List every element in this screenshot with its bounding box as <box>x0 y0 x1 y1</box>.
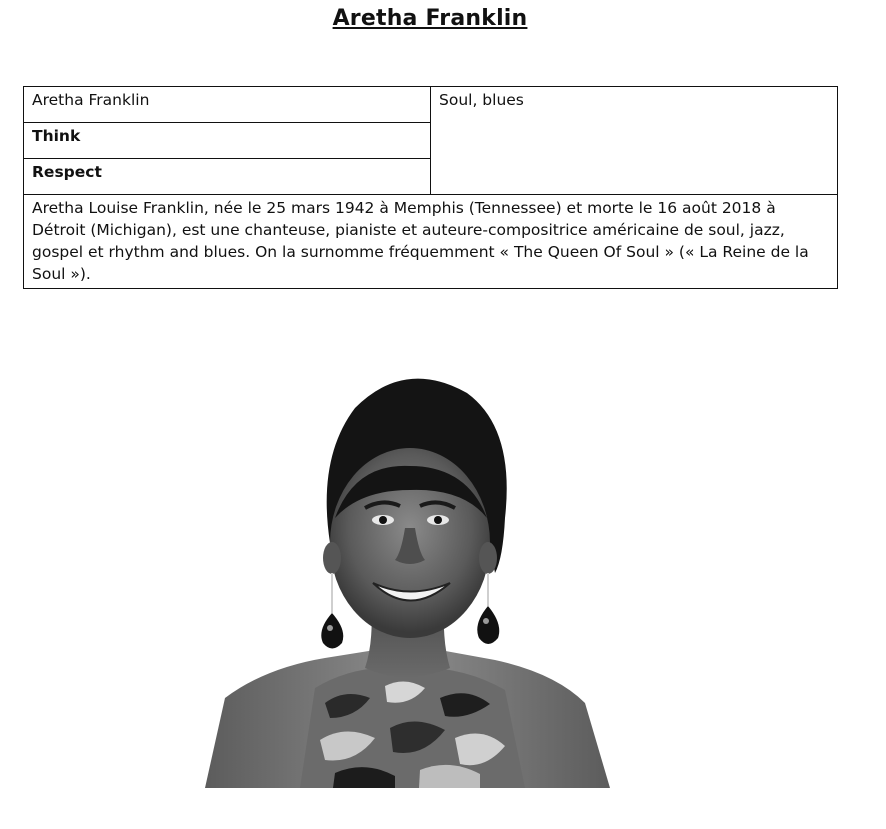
info-table <box>23 86 838 289</box>
artist-name-cell: Aretha Franklin <box>24 87 431 123</box>
genre-cell: Soul, blues <box>431 87 838 195</box>
song-think-cell: Think <box>24 123 431 159</box>
portrait-icon <box>205 368 610 788</box>
biography-cell: Aretha Louise Franklin, née le 25 mars 1942 à Memphis (Tennessee) et morte le 16 août 2018 à Détroit (Michigan), est une chanteuse, pianiste et auteure-compositrice américaine de soul, jazz, gospel et rhythm and blues. On la surnomme fréquemment « The Queen Of Soul » (« La Reine de la Soul »). <box>24 195 838 289</box>
portrait-photo <box>205 368 610 788</box>
document-title: Aretha Franklin <box>332 6 528 31</box>
song-respect-cell: Respect <box>24 159 431 195</box>
